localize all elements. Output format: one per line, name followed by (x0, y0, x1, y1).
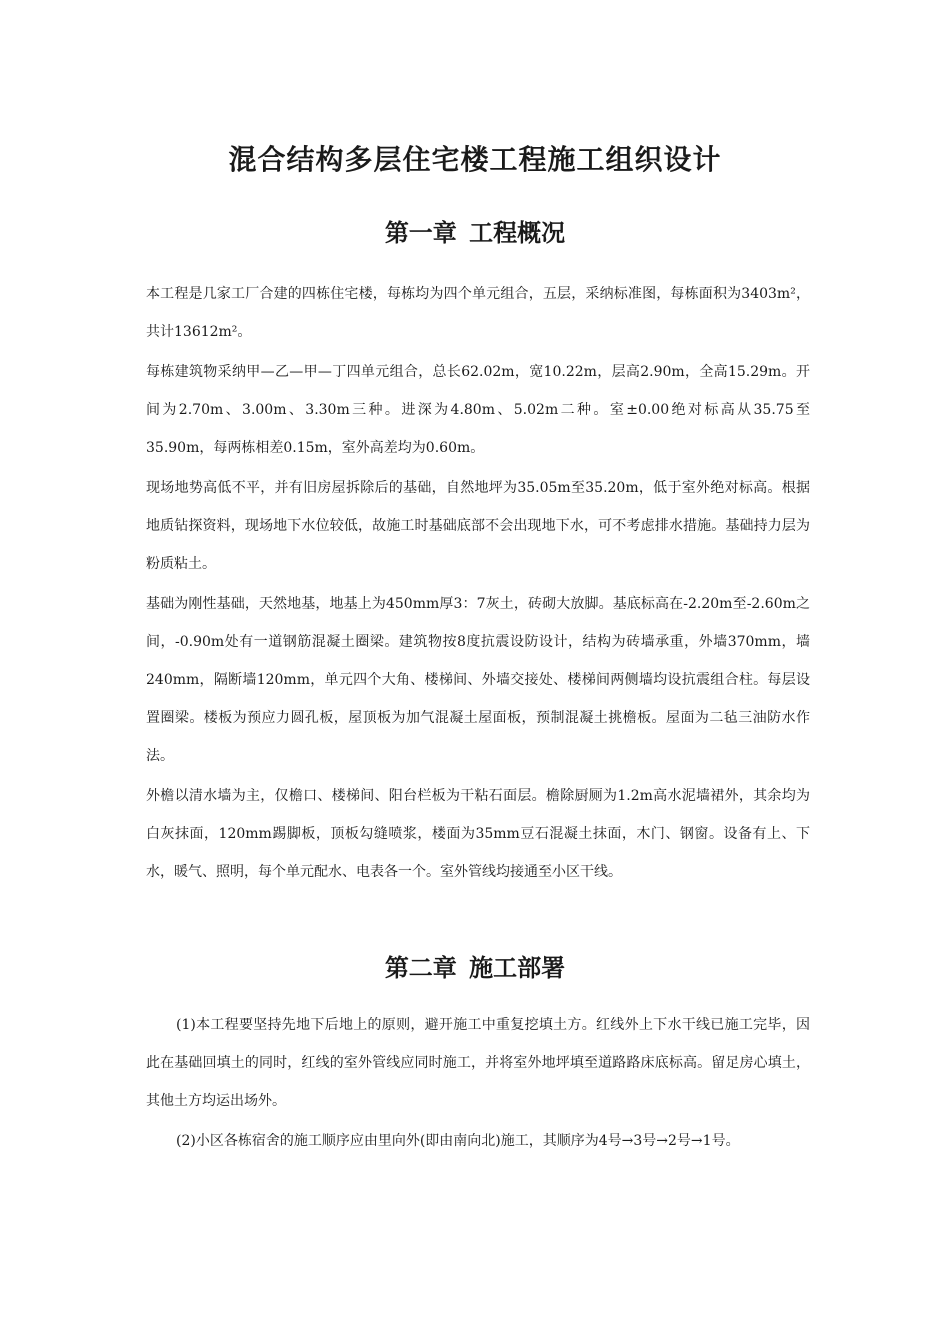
chapter-1-paragraph-1: 本工程是几家工厂合建的四栋住宅楼，每栋均为四个单元组合，五层，采纳标准图，每栋面积为3403m²，共计13612m²。 (146, 286, 810, 340)
chapter-2-title: 第二章 施工部署 (384, 953, 566, 982)
chapter-1-paragraph-4: 基础为刚性基础，天然地基，地基上为450mm厚3：7灰土，砖砌大放脚。基底标高在-2.20m至-2.60m之间，-0.90m处有一道钢筋混凝土圈梁。建筑物按8度抗震设防设计，结构为砖墙承重，外墙370mm，墙240mm，隔断墙120mm，单元四个大角、楼梯间、外墙交接处、楼梯间两侧墙均设抗震组合柱。每层设置圈梁。楼板为预应力圆孔板，屋顶板为加气混凝土屋面板，预制混凝土挑檐板。屋面为二毡三油防水作法。 (146, 596, 810, 764)
chapter-1-paragraph-3: 现场地势高低不平，并有旧房屋拆除后的基础，自然地坪为35.05m至35.20m，低于室外绝对标高。根据地质钻探资料，现场地下水位较低，故施工时基础底部不会出现地下水，可不考虑排水措施。基础持力层为粉质粘土。 (146, 480, 810, 572)
chapter-1-paragraph-5: 外檐以清水墙为主，仅檐口、楼梯间、阳台栏板为干粘石面层。檐除厨厕为1.2m高水泥墙裙外，其余均为白灰抹面，120mm踢脚板，顶板勾缝喷浆，楼面为35mm豆石混凝土抹面，木门、钢窗。设备有上、下水，暖气、照明，每个单元配水、电表各一个。室外管线均接通至小区干线。 (146, 788, 810, 880)
chapter-2-paragraph-2: (2)小区各栋宿舍的施工顺序应由里向外(即由南向北)施工，其顺序为4号→3号→2号→1号。 (176, 1133, 740, 1149)
chapter-2-paragraph-1: (1)本工程要坚持先地下后地上的原则，避开施工中重复挖填土方。红线外上下水干线已施工完毕，因此在基础回填土的同时，红线的室外管线应同时施工，并将室外地坪填至道路路床底标高。留足房心填土，其他土方均运出场外。 (146, 1017, 810, 1109)
document-title: 混合结构多层住宅楼工程施工组织设计 (228, 143, 722, 176)
chapter-1-paragraph-2: 每栋建筑物采纳甲—乙—甲—丁四单元组合，总长62.02m，宽10.22m，层高2.90m，全高15.29m。开间为2.70m、3.00m、3.30m三种。进深为4.80m、5.02m二种。室±0.00绝对标高从35.75至35.90m，每两栋相差0.15m，室外高差均为0.60m。 (146, 364, 810, 456)
chapter-1-title: 第一章 工程概况 (384, 218, 566, 247)
